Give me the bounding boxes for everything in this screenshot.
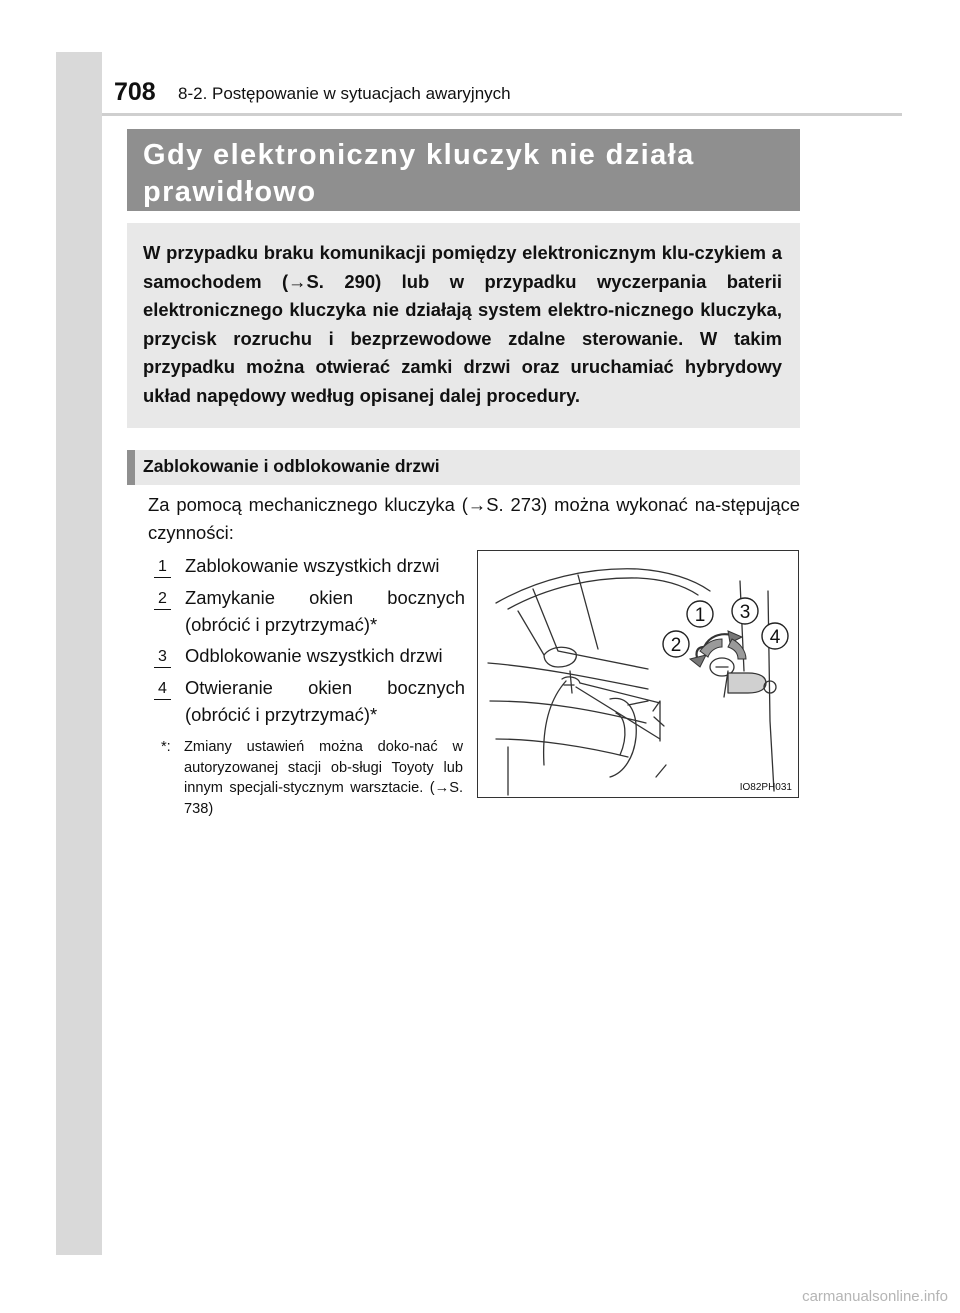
- footnote: [158, 737, 463, 819]
- step-text-line: (obrócić i przytrzymać)*: [185, 704, 378, 725]
- step-text: Odblokowanie wszystkich drzwi: [185, 645, 443, 666]
- header-rule: [102, 113, 902, 116]
- watermark: carmanualsonline.info: [802, 1288, 948, 1305]
- section-title-box: [127, 129, 800, 211]
- section-title: Gdy elektroniczny kluczyk nie działa prawidłowo: [143, 139, 695, 208]
- callout-4-label: 4: [769, 627, 781, 648]
- step-number: 3: [154, 646, 171, 668]
- step-text: [185, 674, 465, 728]
- step-number: 1: [154, 556, 171, 578]
- page-side-strip: [56, 52, 102, 1255]
- callout-1-label: 1: [694, 605, 706, 626]
- running-head: 8-2. Postępowanie w sytuacjach awaryjnych: [178, 84, 511, 103]
- lead-paragraph: Za pomocą mechanicznego kluczyka (→S. 273) można wykonać na-stępujące czynności:: [148, 494, 800, 543]
- callout-2-label: 2: [670, 635, 682, 656]
- step-text-line: Otwieranie okien bocznych: [185, 677, 465, 698]
- step-text-line: Zamykanie okien bocznych: [185, 587, 465, 608]
- footnote-mark: *:: [161, 739, 171, 755]
- step-number: 4: [154, 678, 171, 700]
- figure-code: IO82PH031: [739, 782, 792, 793]
- door-key-illustration: [477, 550, 799, 798]
- step-text: Zablokowanie wszystkich drzwi: [185, 555, 440, 576]
- footnote-text: Zmiany ustawień można doko-nać w autoryzowanej stacji ob-sługi Toyoty lub innym specjali-stycznym warsztacie. (→S. 738): [184, 739, 463, 817]
- step-text-line: (obrócić i przytrzymać)*: [185, 614, 378, 635]
- page-number: 708: [114, 78, 156, 106]
- subsection-heading: Zablokowanie i odblokowanie drzwi: [127, 450, 800, 485]
- callout-3-label: 3: [739, 602, 751, 623]
- step-text: [185, 584, 465, 638]
- step-number: 2: [154, 588, 171, 610]
- intro-box: [127, 223, 800, 428]
- intro-text: W przypadku braku komunikacji pomiędzy elektronicznym klu-czykiem a samochodem (→S. 290) lub w przypadku wyczerpania baterii elektronicznego kluczyka nie działają system elektro-nicznego kluczyka, przycisk rozruchu i bezprzewodowe zdalne sterowanie. W takim przypadku można otwierać zamki drzwi oraz uruchamiać hybrydowy układ napędowy według opisanej dalej procedury.: [143, 242, 782, 406]
- car-door-drawing: [478, 551, 798, 797]
